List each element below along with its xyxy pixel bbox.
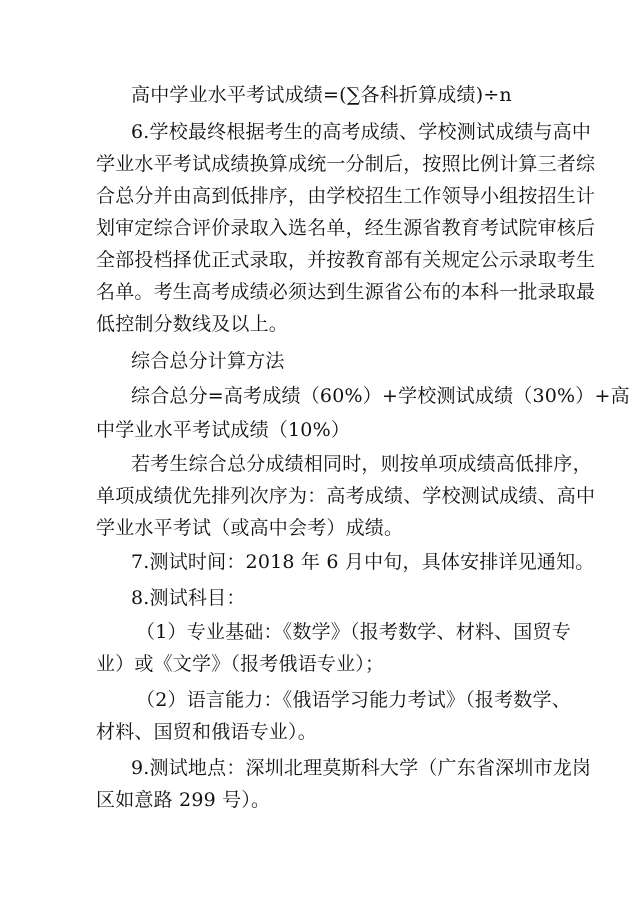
formula-line: 综合总分=高考成绩（60%）+学校测试成绩（30%）+高 (131, 385, 630, 407)
list-item: 材料、国贸和俄语专业）。 (96, 721, 317, 743)
paragraph-line: 7.测试时间：2018 年 6 月中旬，具体安排详见通知。 (131, 551, 595, 573)
list-item: （1）专业基础：《数学》（报考数学、材料、国贸专 (136, 621, 571, 643)
paragraph-line: 单项成绩优先排列次序为：高考成绩、学校测试成绩、高中 (96, 485, 596, 507)
paragraph-line: 合总分并由高到低排序，由学校招生工作领导小组按招生计 (96, 185, 596, 207)
paragraph-line: 划审定综合评价录取入选名单，经生源省教育考试院审核后 (96, 217, 596, 239)
paragraph-line: 名单。考生高考成绩必须达到生源省公布的本科一批录取最 (96, 281, 596, 303)
list-item: 业）或《文学》（报考俄语专业）； (96, 653, 385, 675)
paragraph-line: 区如意路 299 号）。 (96, 789, 271, 811)
section-heading: 综合总分计算方法 (131, 350, 285, 372)
paragraph-line: 6.学校最终根据考生的高考成绩、学校测试成绩与高中 (131, 121, 592, 143)
paragraph-line: 8.测试科目： (131, 587, 246, 609)
paragraph-line: 全部投档择优正式录取，并按教育部有关规定公示录取考生 (96, 249, 596, 271)
list-item: （2）语言能力：《俄语学习能力考试》（报考数学、 (136, 689, 571, 711)
paragraph-line: 9.测试地点：深圳北理莫斯科大学（广东省深圳市龙岗 (131, 757, 592, 779)
paragraph-line: 低控制分数线及以上。 (96, 313, 289, 335)
formula-line: 中学业水平考试成绩（10%） (96, 419, 351, 441)
paragraph-line: 若考生综合总分成绩相同时，则按单项成绩高低排序， (131, 453, 592, 475)
paragraph-line: 学业水平考试（或高中会考）成绩。 (96, 517, 404, 539)
paragraph-line: 学业水平考试成绩换算成统一分制后，按照比例计算三者综 (96, 153, 596, 175)
formula-line: 高中学业水平考试成绩=(∑各科折算成绩)÷n (131, 84, 512, 106)
